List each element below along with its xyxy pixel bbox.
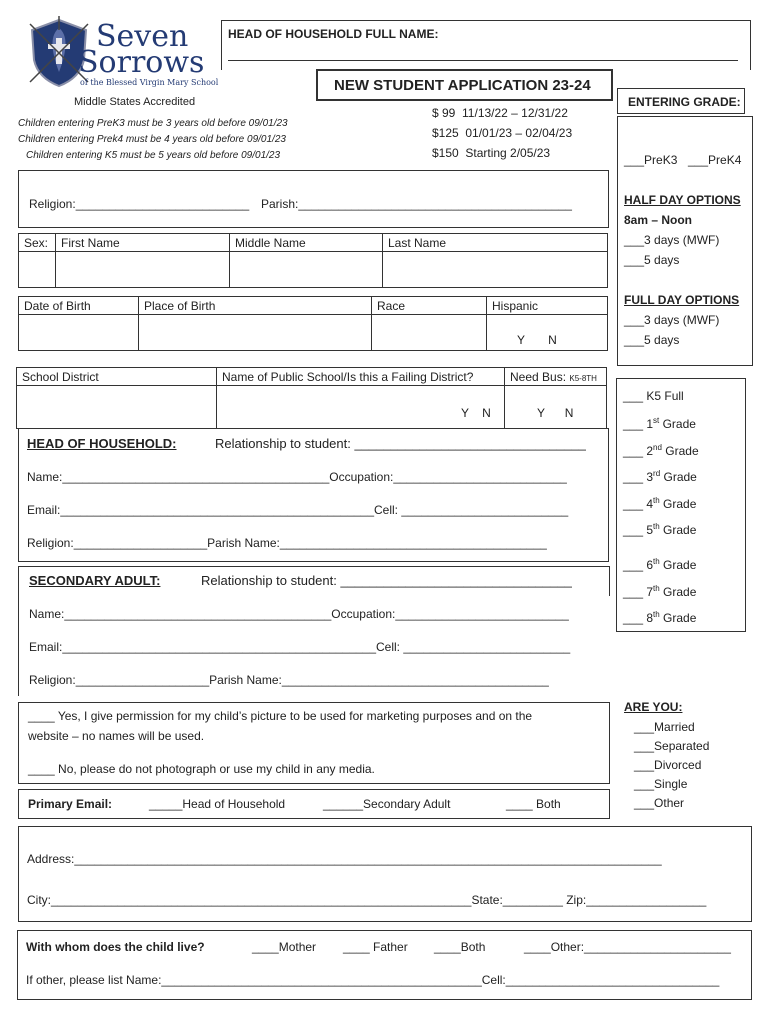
half-day-time: 8am – Noon xyxy=(624,213,693,227)
fee-2: $125 01/01/23 – 02/04/23 xyxy=(432,126,573,140)
marital-married[interactable]: ___Married xyxy=(634,720,695,734)
parish-field[interactable]: Parish:_________________________________________ xyxy=(261,197,572,211)
entering-grade-options xyxy=(617,116,753,366)
dob-label: Date of Birth xyxy=(24,299,91,313)
address-field[interactable]: Address:________________________________________________________________________________________ xyxy=(27,852,662,866)
birth-row-divider xyxy=(18,314,608,315)
bus-range: K5-8TH xyxy=(569,374,597,383)
permission-yes-line2: website – no names will be used. xyxy=(28,729,205,743)
marital-separated[interactable]: ___Separated xyxy=(634,739,710,753)
head-religion-parish[interactable]: Religion:____________________Parish Name:________________________________________ xyxy=(27,536,547,550)
prek3-option[interactable]: ___PreK3 xyxy=(624,153,678,167)
race-label: Race xyxy=(377,299,406,313)
grade-3[interactable]: ___ 3rd Grade xyxy=(623,469,697,484)
district-row-divider xyxy=(16,385,607,386)
photo-permission-box xyxy=(18,702,610,784)
primary-email-label: Primary Email: xyxy=(28,797,113,811)
primary-email-secondary[interactable]: ______Secondary Adult xyxy=(323,797,451,811)
pob-cell[interactable] xyxy=(138,296,372,351)
other-name-cell-field[interactable]: If other, please list Name:________________________________________________Cell:________________________________ xyxy=(26,973,720,987)
last-name-label: Last Name xyxy=(388,236,447,250)
accreditation-text: Middle States Accredited xyxy=(74,96,196,108)
half-day-title: HALF DAY OPTIONS xyxy=(624,193,741,207)
sex-cell[interactable] xyxy=(18,233,56,288)
marital-other[interactable]: ___Other xyxy=(634,796,685,810)
religion-parish-box xyxy=(18,170,609,228)
entering-grade-title: ENTERING GRADE: xyxy=(628,95,741,109)
primary-email-box xyxy=(18,789,610,819)
secondary-title: SECONDARY ADULT: xyxy=(29,573,161,588)
head-of-household-box xyxy=(18,428,609,562)
secondary-email-cell[interactable]: Email:_______________________________________________Cell: _________________________ xyxy=(29,640,571,654)
middle-name-label: Middle Name xyxy=(235,236,306,250)
district-label: School District xyxy=(22,370,99,384)
half-day-3days[interactable]: ___3 days (MWF) xyxy=(624,233,720,247)
age-rule-2: Children entering Prek4 must be 4 years old before 09/01/23 xyxy=(18,134,286,145)
head-relationship[interactable]: Relationship to student: ________________________________ xyxy=(215,436,586,451)
lives-with-mother[interactable]: ____Mother xyxy=(252,940,317,954)
marital-title: ARE YOU: xyxy=(624,700,683,714)
app-title-box xyxy=(316,69,613,101)
entering-grade-header xyxy=(617,88,745,114)
secondary-religion-parish[interactable]: Religion:____________________Parish Name:________________________________________ xyxy=(29,673,549,687)
lives-with-label: With whom does the child live? xyxy=(26,940,205,954)
grade-2[interactable]: ___ 2nd Grade xyxy=(623,443,699,458)
grade-8[interactable]: ___ 8th Grade xyxy=(623,610,697,625)
lives-with-other[interactable]: ____Other:______________________ xyxy=(524,940,731,954)
dob-cell[interactable] xyxy=(18,296,139,351)
school-name-line2: Sorrows xyxy=(78,45,205,80)
grade-7[interactable]: ___ 7th Grade xyxy=(623,584,697,599)
permission-no[interactable]: ____ No, please do not photograph or use my child in any media. xyxy=(28,762,375,776)
head-email-cell[interactable]: Email:_______________________________________________Cell: _________________________ xyxy=(27,503,569,517)
full-day-title: FULL DAY OPTIONS xyxy=(624,293,740,307)
race-cell[interactable] xyxy=(371,296,487,351)
fee-1: $ 99 11/13/22 – 12/31/22 xyxy=(432,106,568,120)
bus-yn[interactable]: Y N xyxy=(537,406,574,420)
school-tagline: of the Blessed Virgin Mary School xyxy=(80,78,219,87)
lives-with-father[interactable]: ____ Father xyxy=(343,940,408,954)
failing-district-yn[interactable]: Y N xyxy=(461,406,491,420)
sex-label: Sex: xyxy=(24,236,49,250)
first-name-label: First Name xyxy=(61,236,120,250)
half-day-5days[interactable]: ___5 days xyxy=(624,253,680,267)
religion-field[interactable]: Religion:__________________________ xyxy=(29,197,250,211)
prek4-option[interactable]: ___PreK4 xyxy=(688,153,742,167)
lives-with-box xyxy=(17,930,752,1000)
grade-6[interactable]: ___ 6th Grade xyxy=(623,557,697,572)
secondary-name-occupation[interactable]: Name:________________________________________Occupation:__________________________ xyxy=(29,607,569,621)
head-full-name-line[interactable] xyxy=(228,60,738,61)
address-box xyxy=(18,826,752,922)
grade-k5[interactable]: ___ K5 Full xyxy=(623,389,684,403)
marital-single[interactable]: ___Single xyxy=(634,777,688,791)
district-cell[interactable] xyxy=(16,367,217,429)
hispanic-yn[interactable]: Y N xyxy=(517,333,557,347)
age-rule-3: Children entering K5 must be 5 years old before 09/01/23 xyxy=(26,150,281,161)
last-name-cell[interactable] xyxy=(382,233,608,288)
grade-1[interactable]: ___ 1st Grade xyxy=(623,416,696,431)
first-name-cell[interactable] xyxy=(55,233,230,288)
hispanic-cell[interactable] xyxy=(486,296,608,351)
bus-cell[interactable] xyxy=(504,367,607,429)
full-day-5days[interactable]: ___5 days xyxy=(624,333,680,347)
head-title: HEAD OF HOUSEHOLD: xyxy=(27,436,177,451)
age-rule-1: Children entering PreK3 must be 3 years old before 09/01/23 xyxy=(18,118,288,129)
marital-divorced[interactable]: ___Divorced xyxy=(634,758,702,772)
school-logo xyxy=(26,16,219,92)
permission-yes-line1[interactable]: ____ Yes, I give permission for my child’s picture to be used for marketing purposes and on the xyxy=(28,709,533,723)
hispanic-label: Hispanic xyxy=(492,299,539,313)
head-name-occupation[interactable]: Name:________________________________________Occupation:__________________________ xyxy=(27,470,567,484)
app-title: NEW STUDENT APPLICATION 23-24 xyxy=(334,77,591,94)
full-day-3days[interactable]: ___3 days (MWF) xyxy=(624,313,720,327)
secondary-adult-box xyxy=(18,566,609,696)
bus-label: Need Bus: xyxy=(510,370,567,384)
grades-box xyxy=(616,378,746,632)
primary-email-both[interactable]: ____ Both xyxy=(506,797,561,811)
middle-name-cell[interactable] xyxy=(229,233,383,288)
lives-with-both[interactable]: ____Both xyxy=(434,940,486,954)
name-row-divider xyxy=(18,251,608,252)
pob-label: Place of Birth xyxy=(144,299,216,313)
public-school-cell[interactable] xyxy=(216,367,505,429)
secondary-relationship[interactable]: Relationship to student: ________________________________ xyxy=(201,573,572,588)
primary-email-head[interactable]: _____Head of Household xyxy=(149,797,286,811)
grade-4[interactable]: ___ 4th Grade xyxy=(623,496,697,511)
public-school-label: Name of Public School/Is this a Failing District? xyxy=(222,370,474,384)
grade-5[interactable]: ___ 5th Grade xyxy=(623,522,697,537)
school-name-line1: Seven xyxy=(96,19,189,54)
fee-3: $150 Starting 2/05/23 xyxy=(432,146,551,160)
city-state-zip-field[interactable]: City:_______________________________________________________________State:_________ Zip:__________________ xyxy=(27,893,707,907)
head-full-name-label: HEAD OF HOUSEHOLD FULL NAME: xyxy=(228,27,439,41)
